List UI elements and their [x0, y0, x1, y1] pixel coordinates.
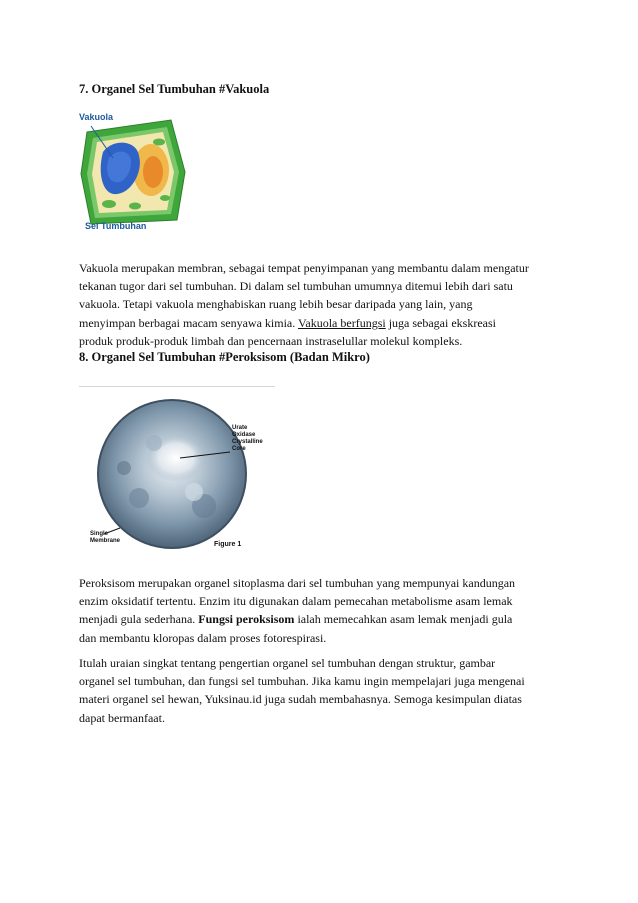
vakuola-paragraph: Vakuola merupakan membran, sebagai tempat penyimpanan yang membantu dalam mengatur tekanan tugor dari sel tumbuhan. Di dalam sel tumbuhan umumnya ditemui lebih dari satu vakuola. Tetapi vakuola menghabiskan ruang lebih besar daripada yang lain, yang menyimpan berbagai macam senyawa kimia. Vakuola berfungsi juga sebagai ekskreasi produk produk-produk limbah dan pencernaan instraselullar molekul kompleks. [79, 261, 529, 348]
plant-cell-illustration [79, 112, 191, 234]
vakuola-berfungsi-link[interactable]: Vakuola berfungsi [298, 315, 386, 330]
fungsi-peroksisom-bold: Fungsi peroksisom [198, 612, 295, 627]
section-heading-vakuola: 7. Organel Sel Tumbuhan #Vakuola [79, 82, 270, 96]
vakuola-label: Vakuola [79, 112, 114, 122]
vakuola-figure [79, 112, 191, 234]
peroxisome-figure [84, 388, 264, 556]
divider [79, 386, 275, 387]
figure-caption: Figure 1 [214, 541, 242, 548]
single-membrane-label: Single Membrane [90, 531, 121, 544]
section-heading-peroksisom: 8. Organel Sel Tumbuhan #Peroksisom (Badan Mikro) [79, 350, 370, 364]
peroksisom-paragraph: Peroksisom merupakan organel sitoplasma dari sel tumbuhan yang mempunyai kandungan enzim oksidatif tertentu. Enzim itu digunakan dalam pemecahan metabolisme asam lemak menjadi gula sederhana. Fungsi peroksisom ialah memecahkan asam lemak menjadi gula dan membantu kloropas dalam proses fotorespirasi. [79, 576, 516, 645]
peroxisome-title: Peroxisome [146, 391, 192, 400]
organelle-core [143, 156, 163, 188]
closing-paragraph: Itulah uraian singkat tentang pengertian organel sel tumbuhan dengan struktur, gambar organel sel tumbuhan, dan fungsi sel tumbuhan. Jika kamu ingin mempelajari juga mengenai materi organel sel hewan, Yuksinau.id juga sudah membahasnya. Semoga kesimpulan diatas dapat bermanfaat. [79, 656, 525, 725]
sel-tumbuhan-label: Sel Tumbuhan [85, 221, 147, 231]
urate-oxidase-label: Urate Oxidase Crystalline Core [232, 425, 263, 452]
